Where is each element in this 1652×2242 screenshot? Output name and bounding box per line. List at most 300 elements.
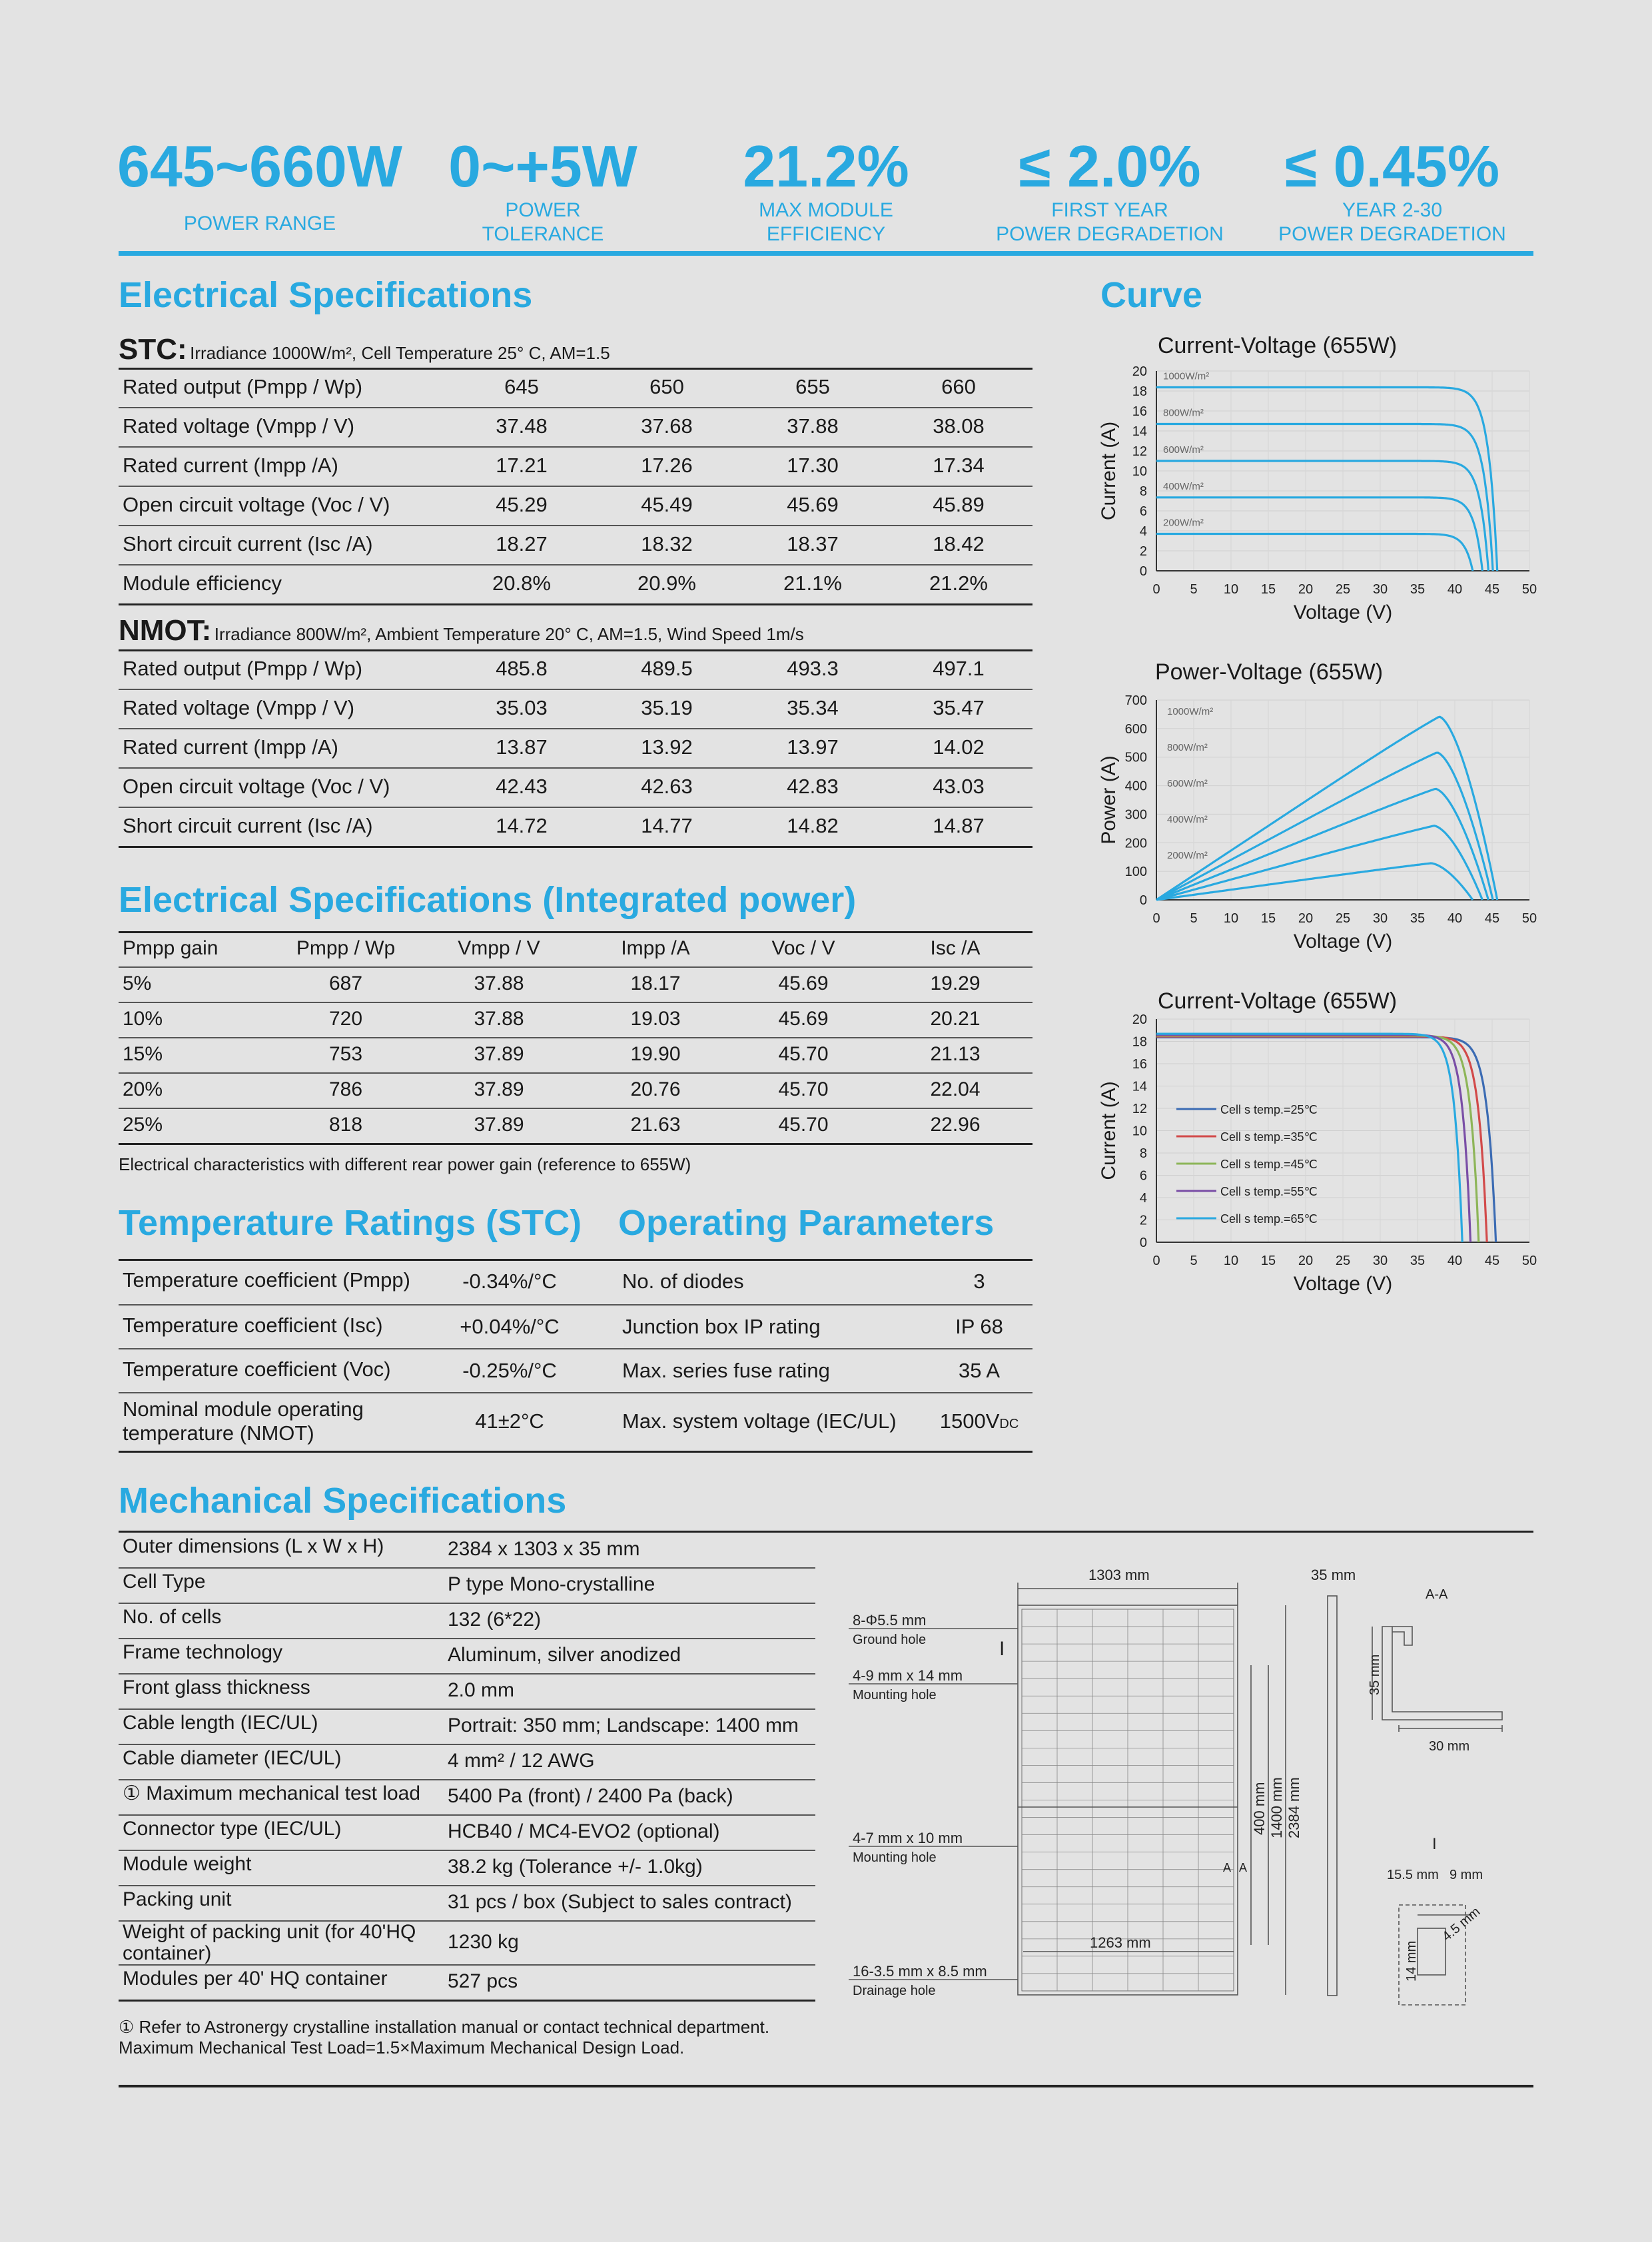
x-tick-label: 45 (1484, 1254, 1500, 1268)
row-label: Open circuit voltage (Voc / V) (123, 493, 390, 516)
x-tick-label: 30 (1372, 1254, 1388, 1268)
int-value: 45.70 (778, 1043, 829, 1065)
detail-marker: I (999, 1638, 1005, 1660)
x-tick-label: 0 (1152, 1254, 1160, 1268)
series-line (1156, 461, 1488, 571)
row-value: 655 (795, 375, 830, 398)
kpi-label-line: YEAR 2-30 (1342, 199, 1443, 221)
row-value: 17.21 (496, 454, 548, 477)
y-tick-label: 10 (1132, 1124, 1147, 1139)
mech-label (123, 1922, 416, 1964)
y-tick-label: 4 (1139, 524, 1147, 539)
row-value: 37.48 (496, 414, 548, 438)
mech-label (123, 1968, 388, 1990)
int-gain: 5% (123, 972, 152, 994)
mech-label (123, 1712, 318, 1734)
y-tick-label: 8 (1139, 1146, 1147, 1161)
x-tick-label: 45 (1484, 911, 1500, 926)
mech-row-rule (119, 1744, 815, 1745)
y-tick-label: 12 (1132, 1102, 1147, 1116)
int-value: 786 (328, 1078, 363, 1100)
series-label: 1000W/m² (1163, 370, 1210, 382)
y-tick-label: 14 (1132, 1079, 1147, 1094)
mech-label-line: ① Maximum mechanical test load (123, 1782, 421, 1804)
mech-label (123, 1571, 206, 1593)
x-tick-label: 5 (1190, 1254, 1198, 1268)
x-tick-label: 10 (1223, 1254, 1239, 1268)
int-gain: 20% (123, 1078, 163, 1100)
nmot-condition-text: Irradiance 800W/m², Ambient Temperature 20° C, AM=1.5, Wind Speed 1m/s (214, 624, 804, 644)
int-value: 753 (328, 1043, 363, 1065)
mech-label-line: Packing unit (123, 1888, 232, 1910)
row-value: 13.97 (787, 735, 839, 759)
row-value: 21.1% (783, 571, 842, 595)
x-tick-label: 25 (1335, 582, 1351, 597)
x-tick-label: 45 (1484, 582, 1500, 597)
row-label: Short circuit current (Isc /A) (123, 532, 373, 556)
mech-label-line: No. of cells (123, 1606, 222, 1628)
temp-value: +0.04%/°C (460, 1315, 560, 1338)
int-header: Impp /A (621, 937, 690, 959)
row-value: 18.37 (787, 532, 839, 556)
mech-label-line: Front glass thickness (123, 1677, 310, 1698)
series-line (1156, 534, 1473, 571)
y-tick-label: 400 (1124, 779, 1147, 794)
mech-value: 527 pcs (448, 1970, 518, 1992)
mech-value: HCB40 / MC4-EVO2 (optional) (448, 1820, 720, 1842)
electrical-specs-title: Electrical Specifications (119, 275, 533, 315)
mech-row-rule (119, 1638, 815, 1639)
x-axis-label: Voltage (V) (1293, 601, 1393, 623)
dim-1400: 1400 mm (1268, 1777, 1285, 1838)
chart-1 (1098, 333, 1537, 623)
kpi-value: ≤ 2.0% (1019, 133, 1201, 199)
mech-value: 132 (6*22) (448, 1609, 542, 1631)
row-value: 45.89 (933, 493, 985, 516)
mech-label-line: Module weight (123, 1853, 252, 1875)
series-label: 800W/m² (1163, 407, 1204, 419)
mech-row-rule (119, 1673, 815, 1675)
int-value: 37.88 (474, 1008, 524, 1030)
row-value: 38.08 (933, 414, 985, 438)
chart-title: Current-Voltage (655W) (1158, 988, 1398, 1014)
x-tick-label: 5 (1190, 582, 1198, 597)
mounting-hole-1-size: 4-9 mm x 14 mm (853, 1667, 963, 1684)
int-value: 720 (328, 1008, 363, 1030)
mech-label-line: container) (123, 1942, 212, 1964)
mech-label-line: Cable length (IEC/UL) (123, 1712, 318, 1734)
mech-value: 2.0 mm (448, 1679, 515, 1701)
row-value: 13.92 (641, 735, 693, 759)
row-label: Rated voltage (Vmpp / V) (123, 696, 355, 719)
stc-condition-text: Irradiance 1000W/m², Cell Temperature 25° C, AM=1.5 (190, 343, 610, 363)
mech-row-rule (119, 2000, 815, 2002)
y-axis-label: Power (A) (1098, 755, 1120, 845)
chart-2 (1098, 659, 1537, 952)
int-value: 45.70 (778, 1078, 829, 1100)
section-mark-a-left: A (1223, 1861, 1232, 1874)
kpi-label-line: POWER DEGRADETION (1278, 223, 1506, 245)
int-value: 37.89 (474, 1043, 524, 1065)
x-tick-label: 5 (1190, 911, 1198, 926)
int-value: 687 (328, 972, 363, 994)
mech-label-line: Outer dimensions (L x W x H) (123, 1535, 384, 1557)
x-tick-label: 10 (1223, 911, 1239, 926)
side-profile (1328, 1596, 1337, 1996)
section-mark-a-right: A (1239, 1861, 1248, 1874)
mech-value: Aluminum, silver anodized (448, 1644, 681, 1666)
integrated-title: Electrical Specifications (Integrated power) (119, 880, 857, 920)
mech-value: 2384 x 1303 x 35 mm (448, 1538, 640, 1560)
int-header: Isc /A (930, 937, 981, 959)
y-tick-label: 2 (1139, 1213, 1147, 1228)
legend-label: Cell s temp.=65℃ (1220, 1212, 1318, 1226)
row-value: 42.63 (641, 775, 693, 798)
mech-value: 5400 Pa (front) / 2400 Pa (back) (448, 1785, 733, 1807)
drainage-hole-label: Drainage hole (853, 1984, 936, 1998)
mechanical-footnote (119, 2017, 769, 2058)
int-value: 19.03 (630, 1008, 681, 1030)
mech-label (123, 1854, 251, 1875)
int-gain: 10% (123, 1008, 163, 1030)
row-value: 660 (941, 375, 976, 398)
series-label: 200W/m² (1163, 517, 1204, 529)
row-value: 20.9% (637, 571, 696, 595)
int-value: 22.96 (930, 1114, 981, 1136)
series-label: 800W/m² (1167, 742, 1208, 753)
y-tick-label: 4 (1139, 1191, 1147, 1206)
y-tick-label: 16 (1132, 1057, 1147, 1072)
mech-value: 31 pcs / box (Subject to sales contract) (448, 1891, 792, 1913)
int-header: Pmpp / Wp (296, 937, 396, 959)
x-axis-label: Voltage (V) (1293, 931, 1393, 952)
kpi-label-line: POWER DEGRADETION (996, 223, 1224, 245)
chart-title: Power-Voltage (655W) (1155, 659, 1384, 685)
y-tick-label: 200 (1124, 836, 1147, 851)
series-line (1156, 388, 1497, 571)
y-axis-label: Current (A) (1098, 421, 1120, 521)
x-tick-label: 30 (1372, 582, 1388, 597)
kpi-label-line: POWER RANGE (183, 212, 336, 234)
row-value: 18.42 (933, 532, 985, 556)
row-value: 42.83 (787, 775, 839, 798)
row-value: 489.5 (641, 657, 693, 680)
x-tick-label: 20 (1298, 1254, 1314, 1268)
int-gain: 25% (123, 1114, 163, 1136)
temp-value: 41±2°C (475, 1409, 544, 1433)
chart-title: Current-Voltage (655W) (1158, 333, 1398, 358)
row-value: 43.03 (933, 775, 985, 798)
y-tick-label: 18 (1132, 1034, 1147, 1050)
mech-label-line: Weight of packing unit (for 40'HQ (123, 1921, 416, 1943)
row-value: 42.43 (496, 775, 548, 798)
x-tick-label: 50 (1521, 911, 1537, 926)
x-tick-label: 40 (1447, 582, 1463, 597)
mech-label (123, 1783, 420, 1804)
dim-thickness: 35 mm (1311, 1567, 1356, 1583)
mech-label (123, 1677, 310, 1698)
y-tick-label: 0 (1139, 893, 1147, 908)
row-value: 35.03 (496, 696, 548, 719)
legend-label: Cell s temp.=45℃ (1220, 1158, 1318, 1171)
int-value: 20.76 (630, 1078, 681, 1100)
kpi-value: 21.2% (743, 133, 909, 199)
oper-value-text: IP 68 (955, 1315, 1003, 1338)
row-value: 645 (504, 375, 539, 398)
temp-label-line: Temperature coefficient (Voc) (123, 1357, 391, 1381)
mech-label-line: Modules per 40' HQ container (123, 1968, 388, 1990)
dim-2384: 2384 mm (1286, 1777, 1302, 1838)
int-value: 19.90 (630, 1043, 681, 1065)
ground-hole-label: Ground hole (853, 1633, 927, 1647)
temp-label-line: temperature (NMOT) (123, 1421, 314, 1445)
temp-value: -0.25%/°C (462, 1359, 557, 1382)
y-axis-label: Current (A) (1098, 1081, 1120, 1180)
row-value: 45.69 (787, 493, 839, 516)
row-value: 14.87 (933, 814, 985, 837)
kpi-value: ≤ 0.45% (1284, 133, 1500, 199)
section-height: 35 mm (1368, 1654, 1382, 1695)
mounting-hole-2-label: Mounting hole (853, 1850, 937, 1865)
row-value: 18.32 (641, 532, 693, 556)
y-tick-label: 2 (1139, 544, 1147, 559)
row-value: 493.3 (787, 657, 839, 680)
mech-label (123, 1889, 231, 1910)
row-label: Rated voltage (Vmpp / V) (123, 414, 355, 438)
int-value: 19.29 (930, 972, 981, 994)
dim-1263: 1263 mm (1090, 1934, 1151, 1951)
mech-label-line: Cell Type (123, 1571, 206, 1593)
int-gain: 15% (123, 1043, 163, 1065)
y-tick-label: 8 (1139, 484, 1147, 499)
nmot-label: NMOT: (119, 614, 212, 647)
series-label: 400W/m² (1167, 814, 1208, 825)
kpi-label-line: EFFICIENCY (766, 223, 886, 245)
int-header: Vmpp / V (458, 937, 540, 959)
x-tick-label: 20 (1298, 911, 1314, 926)
kpi-label-line: TOLERANCE (482, 223, 604, 245)
y-tick-label: 500 (1124, 750, 1147, 765)
footnote-line-2: Maximum Mechanical Test Load=1.5×Maximum Mechanical Design Load. (119, 2038, 685, 2057)
mech-value: Portrait: 350 mm; Landscape: 1400 mm (448, 1714, 799, 1736)
x-tick-label: 0 (1152, 911, 1160, 926)
mech-row-rule (119, 1708, 815, 1710)
mechanical-rule (119, 1531, 1533, 1533)
row-value: 37.88 (787, 414, 839, 438)
x-tick-label: 20 (1298, 582, 1314, 597)
row-value: 17.30 (787, 454, 839, 477)
row-value: 14.72 (496, 814, 548, 837)
curve-title: Curve (1100, 275, 1203, 315)
row-value: 45.29 (496, 493, 548, 516)
y-tick-label: 10 (1132, 464, 1147, 479)
series-line (1156, 789, 1488, 900)
mech-row-rule (119, 1603, 815, 1604)
chart-3 (1098, 988, 1537, 1295)
row-value: 485.8 (496, 657, 548, 680)
row-value: 14.77 (641, 814, 693, 837)
temp-label-line: Temperature coefficient (Pmpp) (123, 1268, 410, 1292)
int-value: 21.13 (930, 1043, 981, 1065)
int-header: Voc / V (771, 937, 835, 959)
x-tick-label: 10 (1223, 582, 1239, 597)
row-label: Open circuit voltage (Voc / V) (123, 775, 390, 798)
int-value: 20.21 (930, 1008, 981, 1030)
mounting-hole-1-label: Mounting hole (853, 1688, 937, 1702)
section-aa (1382, 1627, 1502, 1720)
legend-label: Cell s temp.=35℃ (1220, 1130, 1318, 1144)
row-value: 650 (649, 375, 684, 398)
row-label: Rated output (Pmpp / Wp) (123, 657, 363, 680)
integrated-note: Electrical characteristics with different rear power gain (reference to 655W) (119, 1154, 691, 1174)
y-tick-label: 100 (1124, 865, 1147, 880)
row-value: 35.19 (641, 696, 693, 719)
kpi-value: 645~660W (117, 133, 403, 199)
mech-label-line: Frame technology (123, 1641, 283, 1663)
oper-label: Max. series fuse rating (622, 1359, 830, 1382)
x-tick-label: 25 (1335, 1254, 1351, 1268)
y-tick-label: 600 (1124, 721, 1147, 737)
detail-width-2: 9 mm (1449, 1868, 1483, 1882)
row-label: Short circuit current (Isc /A) (123, 814, 373, 837)
int-value: 22.04 (930, 1078, 981, 1100)
mech-value: 1230 kg (448, 1931, 519, 1953)
int-value: 45.69 (778, 972, 829, 994)
mech-label-line: Cable diameter (IEC/UL) (123, 1747, 342, 1769)
y-tick-label: 20 (1132, 1012, 1147, 1027)
x-tick-label: 15 (1260, 911, 1276, 926)
x-tick-label: 40 (1447, 1254, 1463, 1268)
x-tick-label: 35 (1410, 582, 1426, 597)
temp-label-line: Nominal module operating (123, 1397, 364, 1421)
int-value: 45.70 (778, 1114, 829, 1136)
section-label: A-A (1426, 1587, 1448, 1602)
temp-row-rule (119, 1451, 1032, 1453)
mech-row-rule (119, 1567, 815, 1569)
int-header: Pmpp gain (123, 937, 218, 959)
mech-value: 38.2 kg (Tolerance +/- 1.0kg) (448, 1856, 703, 1878)
y-tick-label: 18 (1132, 384, 1147, 399)
y-tick-label: 300 (1124, 807, 1147, 823)
int-value: 37.88 (474, 972, 524, 994)
temp-row-rule (119, 1348, 1032, 1349)
operating-title: Operating Parameters (618, 1203, 995, 1243)
row-value: 14.02 (933, 735, 985, 759)
series-line (1156, 1036, 1487, 1242)
int-value: 37.89 (474, 1114, 524, 1136)
x-tick-label: 35 (1410, 1254, 1426, 1268)
mech-label (123, 1818, 341, 1840)
row-value: 497.1 (933, 657, 985, 680)
x-tick-label: 15 (1260, 582, 1276, 597)
y-tick-label: 0 (1139, 564, 1147, 579)
x-tick-label: 50 (1521, 582, 1537, 597)
row-value: 35.47 (933, 696, 985, 719)
footnote-line-1: ① Refer to Astronergy crystalline installation manual or contact technical department. (119, 2017, 770, 2037)
x-axis-label: Voltage (V) (1293, 1273, 1393, 1295)
bottom-rule (119, 2085, 1533, 2087)
detail-title: I (1432, 1835, 1437, 1853)
int-value: 37.89 (474, 1078, 524, 1100)
mech-row-rule (119, 1885, 815, 1886)
mech-label (123, 1748, 341, 1769)
detail-width-1: 15.5 mm (1387, 1868, 1439, 1882)
int-value: 21.63 (630, 1114, 681, 1136)
oper-value-text: 1500V (939, 1409, 1000, 1433)
row-value: 37.68 (641, 414, 693, 438)
x-tick-label: 40 (1447, 911, 1463, 926)
oper-value (906, 1408, 1052, 1437)
dim-400: 400 mm (1251, 1782, 1268, 1835)
row-label: Module efficiency (123, 571, 282, 595)
kpi-label-line: POWER (505, 199, 581, 221)
row-label: Rated current (Impp /A) (123, 454, 338, 477)
mech-label (123, 1642, 282, 1663)
drainage-hole-size: 16-3.5 mm x 8.5 mm (853, 1963, 987, 1980)
y-tick-label: 20 (1132, 364, 1147, 379)
mech-value: 4 mm² / 12 AWG (448, 1750, 595, 1772)
mech-row-rule (119, 1814, 815, 1816)
mech-row-rule (119, 1964, 815, 1966)
row-value: 18.27 (496, 532, 548, 556)
mech-label (123, 1536, 384, 1557)
int-value: 18.17 (630, 972, 681, 994)
dim-width: 1303 mm (1088, 1567, 1150, 1583)
detail-height: 14 mm (1404, 1940, 1419, 1982)
x-tick-label: 15 (1260, 1254, 1276, 1268)
row-value: 13.87 (496, 735, 548, 759)
mechanical-title: Mechanical Specifications (119, 1481, 567, 1521)
series-label: 200W/m² (1167, 850, 1208, 861)
legend-label: Cell s temp.=25℃ (1220, 1103, 1318, 1116)
series-line (1156, 1036, 1479, 1242)
oper-value-text: 35 A (958, 1359, 1001, 1382)
mounting-hole-2-size: 4-7 mm x 10 mm (853, 1830, 963, 1846)
series-line (1156, 1037, 1496, 1242)
kpi-label-line: FIRST YEAR (1051, 199, 1168, 221)
series-label: 1000W/m² (1167, 706, 1214, 717)
x-tick-label: 30 (1372, 911, 1388, 926)
oper-value-subscript: DC (999, 1417, 1019, 1431)
temp-label-line: Temperature coefficient (Isc) (123, 1313, 383, 1337)
oper-label: No. of diodes (622, 1270, 744, 1293)
series-label: 600W/m² (1167, 778, 1208, 789)
row-value: 45.49 (641, 493, 693, 516)
y-tick-label: 12 (1132, 444, 1147, 459)
oper-value (906, 1357, 1052, 1384)
x-tick-label: 50 (1521, 1254, 1537, 1268)
mech-label-line: Connector type (IEC/UL) (123, 1818, 342, 1840)
mech-value: P type Mono-crystalline (448, 1573, 655, 1595)
section-width: 30 mm (1429, 1739, 1470, 1754)
int-value: 45.69 (778, 1008, 829, 1030)
mech-row-rule (119, 1779, 815, 1780)
module-drawing (846, 1559, 1539, 2025)
temp-row-rule (119, 1392, 1032, 1393)
kpi-label-line: MAX MODULE (759, 199, 893, 221)
row-value: 17.26 (641, 454, 693, 477)
stc-label: STC: (119, 333, 187, 366)
temp-label (123, 1357, 391, 1381)
y-tick-label: 700 (1124, 693, 1147, 708)
ground-hole-size: 8-Φ5.5 mm (853, 1612, 927, 1629)
temp-label (123, 1397, 364, 1445)
y-tick-label: 6 (1139, 504, 1147, 519)
kpi-value: 0~+5W (448, 133, 637, 199)
oper-value-text: 3 (973, 1270, 985, 1293)
series-label: 400W/m² (1163, 480, 1204, 492)
x-tick-label: 35 (1410, 911, 1426, 926)
